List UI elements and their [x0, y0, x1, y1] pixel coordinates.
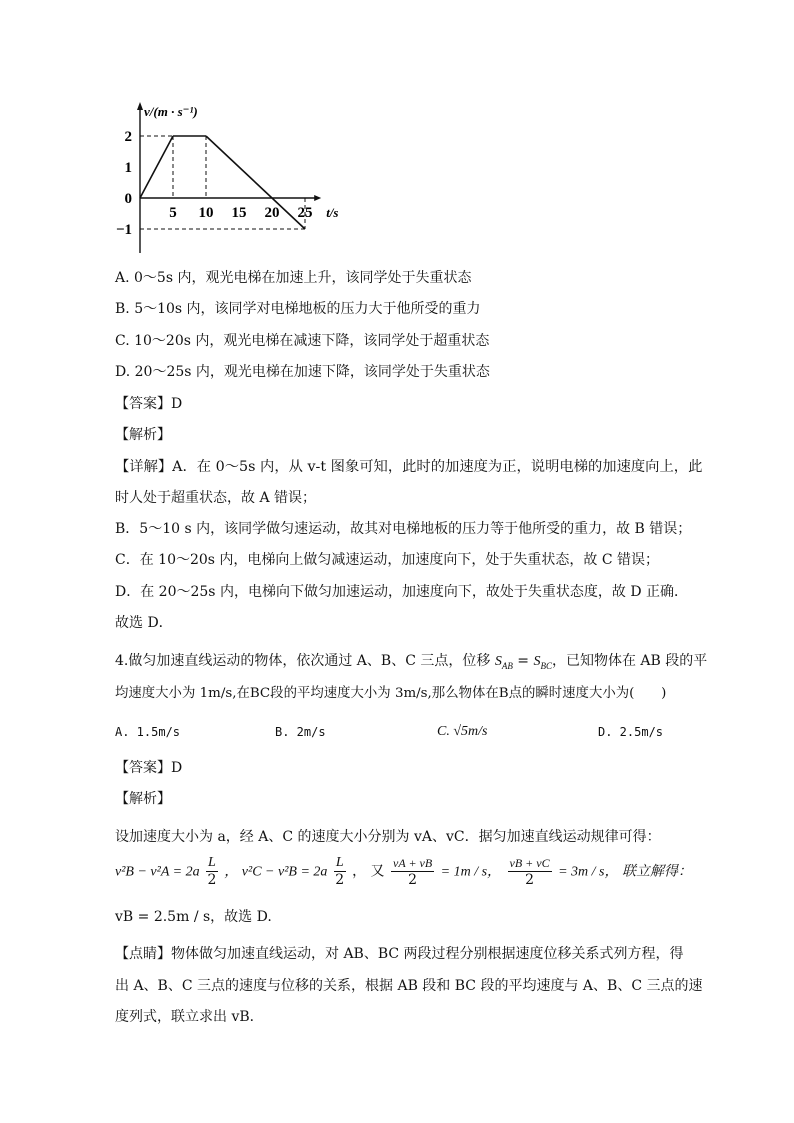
q3-option-d: D. 20～25s 内，观光电梯在加速下降，该同学处于失重状态	[115, 364, 490, 380]
q3-detail-line-3: B．5～10 s 内，该同学做匀速运动，故其对电梯地板的压力等于他所受的重力，故 B 错误；	[115, 521, 692, 537]
x-tick-label: 25	[297, 205, 313, 221]
q3-option-c: C. 10～20s 内，观光电梯在减速下降，该同学处于超重状态	[115, 333, 490, 349]
q4-tip-line-3: 度列式，联立求出 vB．	[115, 1009, 264, 1025]
q3-option-a: A. 0～5s 内，观光电梯在加速上升，该同学处于失重状态	[115, 270, 472, 286]
q4-stem-line-2: 均速度大小为 1m/s,在BC段的平均速度大小为 3m/s,那么物体在B点的瞬时速度大小为( )	[115, 686, 667, 701]
q3-detail-line-1: 【详解】A．在 0～5s 内，从 v-t 图象可知，此时的加速度为正，说明电梯的加速度向上，此	[115, 459, 703, 475]
q3-option-b: B. 5～10s 内，该同学对电梯地板的压力大于他所受的重力	[115, 301, 481, 317]
x-tick-label: 15	[231, 205, 247, 221]
y-tick-label: 0	[124, 191, 132, 207]
q4-stem-text-b: ，已知物体在 AB 段的平	[551, 653, 708, 669]
q4-solve-line-1: 设加速度大小为 a，经 A、C 的速度大小分别为 vA、vC．据匀加速直线运动规律可得：	[115, 829, 661, 845]
q3-detail-line-2: 时人处于超重状态，故 A 错误；	[115, 490, 317, 506]
fraction-numerator: L	[335, 855, 344, 870]
fraction-denominator: 2	[525, 872, 535, 888]
q4-option-a: A. 1.5m/s	[115, 725, 181, 739]
vt-graph	[115, 100, 355, 260]
q4-formula-row	[115, 855, 692, 888]
q4-eq-4-fraction	[508, 855, 552, 888]
q4-eq-1-fraction	[206, 855, 218, 888]
q4-eq-2: ， v²C − v²B = 2a	[224, 864, 328, 880]
q4-sbc-subscript: BC	[540, 660, 552, 671]
x-tick-label: 10	[198, 205, 214, 221]
q4-stem-line-1	[115, 651, 707, 676]
fraction-numerator: vB + vC	[509, 856, 550, 870]
q4-eq-3-fraction	[391, 855, 434, 888]
q4-tip-line-1: 【点睛】物体做匀加速直线运动，对 AB、BC 两段过程分别根据速度位移关系式列方程，得	[115, 946, 684, 962]
q4-answer: 【答案】D	[115, 760, 183, 776]
q4-eq-3-result: = 1m / s，	[440, 864, 502, 880]
q4-option-c: C. √5m/s	[437, 724, 488, 739]
y-tick-label: −1	[115, 222, 132, 238]
q4-sbc-symbol: S	[533, 654, 541, 669]
x-tick-label: 5	[169, 205, 177, 221]
x-tick-label: 20	[264, 205, 280, 221]
q4-sab-symbol: S	[494, 654, 502, 669]
q4-eq-2-fraction	[334, 855, 346, 888]
fraction-numerator: L	[208, 855, 216, 870]
q4-sab-subscript: AB	[501, 660, 513, 671]
q4-stem-text-a: 4.做匀加速直线运动的物体，依次通过 A、B、C 三点，位移	[115, 653, 495, 669]
y-tick-label: 2	[124, 129, 132, 145]
series-segment	[140, 136, 173, 198]
series-segment	[206, 136, 272, 198]
fraction-denominator: 2	[408, 872, 418, 888]
x-axis-arrow	[314, 195, 321, 201]
q4-eq-4-result: = 3m / s， 联立解得：	[558, 864, 692, 880]
q4-eq-3-prefix: ， 又	[352, 863, 385, 880]
fraction-denominator: 2	[335, 872, 345, 888]
q3-detail-line-5: D．在 20～25s 内，电梯向下做匀加速运动，加速度向下，故处于失重状态度，故 D 正确．	[115, 584, 689, 600]
q3-detail-line-4: C．在 10～20s 内，电梯向上做匀减速运动，加速度向下，处于失重状态，故 C 错误；	[115, 552, 660, 568]
q4-tip-line-2: 出 A、B、C 三点的速度与位移的关系，根据 AB 段和 BC 段的平均速度与 A、B、C 三点的速	[115, 978, 703, 994]
y-tick-label: 1	[124, 160, 132, 176]
q4-option-b: B. 2m/s	[275, 725, 326, 739]
x-axis-label: t/s	[326, 205, 339, 220]
q3-conclusion: 故选 D．	[115, 615, 173, 631]
fraction-denominator: 2	[207, 872, 217, 888]
q3-answer: 【答案】D	[115, 396, 183, 412]
y-axis-label: v/(m · s⁻¹)	[144, 104, 198, 119]
q4-eq-1: v²B − v²A = 2a	[115, 864, 200, 880]
q4-option-d: D. 2.5m/s	[598, 725, 664, 739]
y-axis-arrow	[137, 102, 143, 110]
q4-equals: =	[512, 653, 534, 669]
q3-analysis-label: 【解析】	[115, 427, 171, 443]
q4-analysis-label: 【解析】	[115, 791, 171, 807]
fraction-numerator: vA + vB	[393, 856, 433, 870]
q4-solve-result: vB = 2.5m / s，故选 D.	[115, 909, 272, 925]
